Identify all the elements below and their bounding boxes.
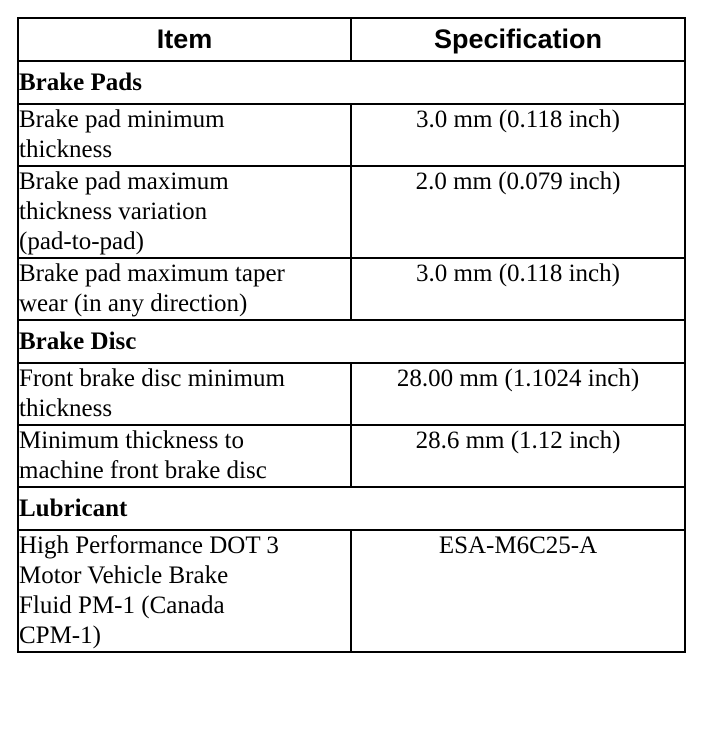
- table-row: [18, 166, 685, 258]
- section-row: [18, 320, 685, 363]
- item-text-line: Front brake disc minimum: [19, 365, 285, 392]
- table-row: [18, 530, 685, 652]
- item-text-line: Motor Vehicle Brake: [19, 562, 229, 589]
- specification-table: [17, 17, 686, 653]
- specification-cell: 28.6 mm (1.12 inch): [351, 425, 685, 487]
- table-row: [18, 363, 685, 425]
- specification-column-header: Specification: [351, 18, 685, 61]
- item-text-line: Brake pad maximum: [19, 168, 229, 195]
- item-cell: [18, 530, 351, 652]
- item-cell: [18, 166, 351, 258]
- item-text-line: wear (in any direction): [19, 290, 248, 317]
- section-title-brake-disc: Brake Disc: [18, 320, 685, 363]
- item-column-header: Item: [18, 18, 351, 61]
- table-row: [18, 258, 685, 320]
- item-cell: [18, 104, 351, 166]
- item-cell: [18, 258, 351, 320]
- section-title-brake-pads: Brake Pads: [18, 61, 685, 104]
- item-text-line: CPM-1): [19, 622, 101, 649]
- specification-cell: 28.00 mm (1.1024 inch): [351, 363, 685, 425]
- item-text-line: machine front brake disc: [19, 457, 267, 484]
- item-text-line: thickness: [19, 136, 113, 163]
- item-text-line: thickness variation: [19, 198, 208, 225]
- item-text-line: Brake pad minimum: [19, 106, 225, 133]
- specification-cell: 3.0 mm (0.118 inch): [351, 258, 685, 320]
- section-title-lubricant: Lubricant: [18, 487, 685, 530]
- item-text-line: thickness: [19, 395, 113, 422]
- item-text-line: Brake pad maximum taper: [19, 260, 285, 287]
- table-row: [18, 425, 685, 487]
- item-text-line: Minimum thickness to: [19, 427, 244, 454]
- item-cell: [18, 425, 351, 487]
- specification-cell: ESA-M6C25-A: [351, 530, 685, 652]
- item-text-line: High Performance DOT 3: [19, 532, 279, 559]
- header-row: [18, 18, 685, 61]
- specification-cell: 3.0 mm (0.118 inch): [351, 104, 685, 166]
- item-text-line: Fluid PM-1 (Canada: [19, 592, 225, 619]
- table-row: [18, 104, 685, 166]
- item-cell: [18, 363, 351, 425]
- section-row: [18, 487, 685, 530]
- section-row: [18, 61, 685, 104]
- specification-cell: 2.0 mm (0.079 inch): [351, 166, 685, 258]
- item-text-line: (pad-to-pad): [19, 228, 144, 255]
